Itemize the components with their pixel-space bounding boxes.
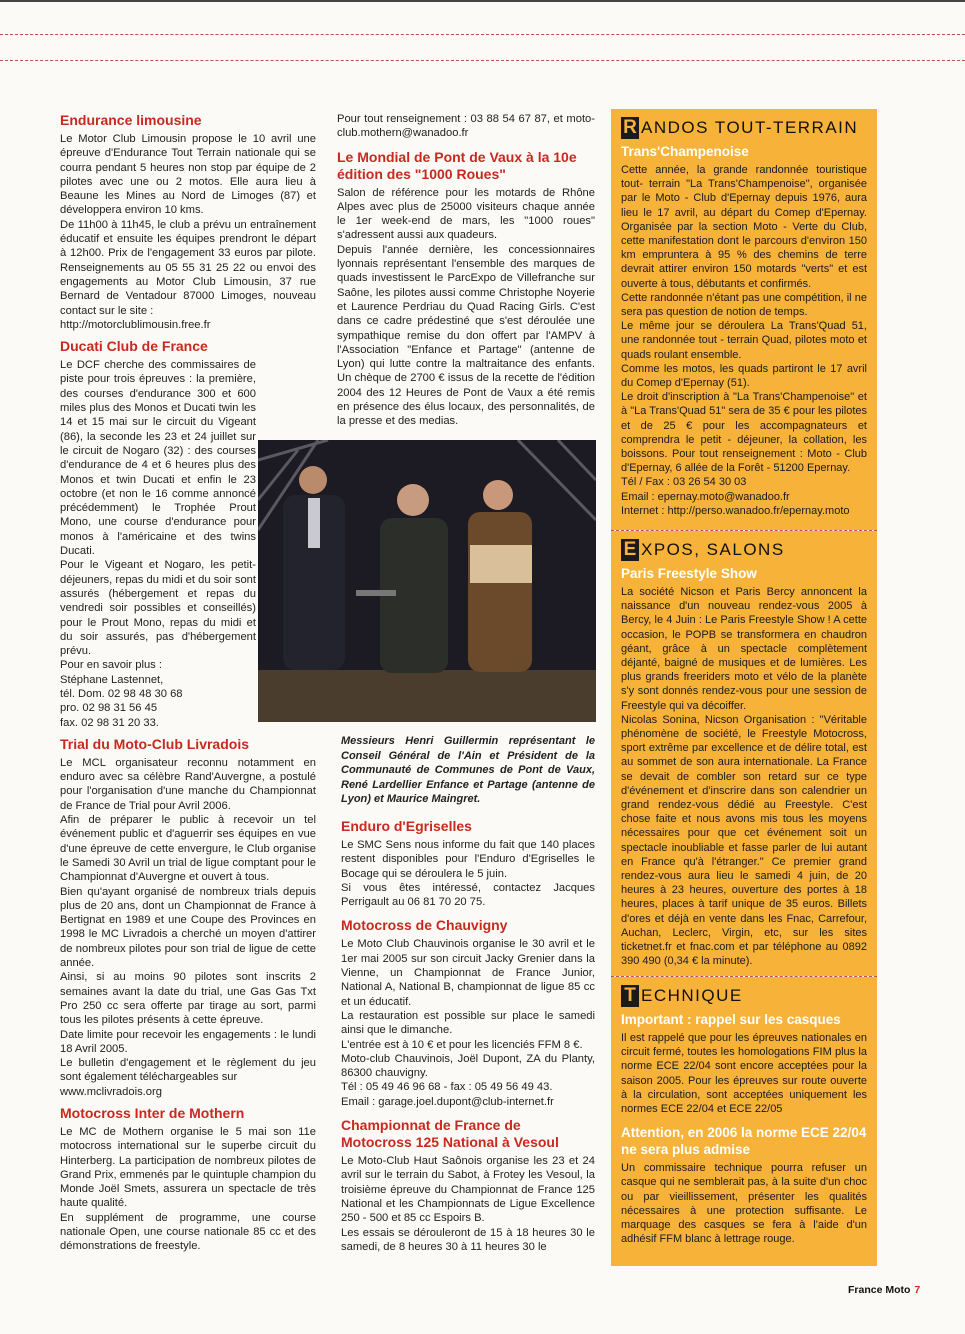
- section-title: ANDOS TOUT-TERRAIN: [641, 118, 859, 137]
- section-header-expos: [621, 539, 867, 561]
- article-text-ducati-club: Le DCF cherche des commissaires de piste pour trois épreuves : la première, des courses d'endurance 300 et 600 miles plus des Monos et Ducati twin les 14 et 15 mai sur le circuit du Vigeant (86), la seconde les 23 et 24 juillet sur le circuit de Nogaro (32) : des courses d'endurance de 4 et 6 heures plus des Monos et twin Ducati et enfin le 23 octobre (et non le 16 comme annoncé précédemment) le Trophée Prout Mono, une course d'endurance pour monos à l'américaine et des twins Ducati. Pour le Vigeant et Nogaro, les petit-déjeuners, repas du midi et du soir sont assurés (hébergement et repas du vendredi soir possibles et conseillés) pour le Prout Mono, repas du midi et du soir assurés, pas d'hébergement prévu. Pour en savoir plus : Stéphane Lastennet, tél. Dom. 02 98 48 30 68 pro. 02 98 31 56 45 fax. 02 98 31 20 33.: [60, 359, 256, 729]
- dashed-divider: [611, 976, 877, 977]
- dashed-divider: [611, 530, 877, 531]
- magazine-name: France Moto: [848, 1284, 911, 1296]
- article-text-endurance-limousine: Le Motor Club Limousin propose le 10 avril une épreuve d'Endurance Tout Terrain nationale qui se courra pendant 5 heures non stop par équipe de 2 pilotes avec une ou 2 motos. Elle aura lieu à Beaune les Mines au Nord de Limoges (87) et développera environ 10 kms. De 11h00 à 11h45, le club a prévu un entraînement éducatif et ensuite les équipes prendront le départ à 12h00. Prix de l'engagement 33 euros par pilote. Renseignements au 05 55 31 25 22 ou envoi des engagements au Motor Club Limousin, 37 rue Bernard de Ventadour 87000 Limoges, nouveau contact sur le site : http://motorclublimousin.free.fr: [60, 133, 316, 331]
- section-initial: T: [621, 985, 639, 1007]
- text-trans-champenoise: Cette année, la grande randonnée touristique tout- terrain "La Trans'Champenoise", organisée par le Moto - Club d'Epernay depuis 1976, aura lieu le 17 avril, au départ du Comep d'Epernay. Organisée par la section Moto - Verte du Club, cette manifestation dont le parcours d'environ 150 km empruntera à 95 % des chemins de terre devrait attirer environ 150 motards "verts" et est ouverte à tous, débutants et confirmés. Cette randonnée n'étant pas une compétition, il ne sera pas question de notion de temps. Le même jour se déroulera La Trans'Quad 51, une randonnée tout - terrain Quad, pilotes moto et quads roulant ensemble. Comme les motos, les quads partiront le 17 avril du Comep d'Epernay (51). Le droit d'inscription à "La Trans'Champenoise" et à "La Trans'Quad 51" sera de 35 € pour les pilotes et de 25 € pour les accompagnateurs et comprendra le petit - déjeuner, la collation, les boissons. Pour tout renseignement : Moto - Club d'Epernay, 6 allée de la Forêt - 51200 Epernay. Tél / Fax : 03 26 54 30 03 Email : epernay.moto@wanadoo.fr Internet : http://perso.wanadoo.fr/epernay.moto: [621, 164, 867, 517]
- article-text-motocross-chauvigny: Le Moto Club Chauvinois organise le 30 avril et le 1er mai 2005 sur son circuit Jacky Grenier dans la Vienne, un Championnat de France Junior, National A, National B, championnat de ligue 85 cc et un éducatif. La restauration est possible sur place le samedi ainsi que le dimanche. L'entrée est à 10 € et pour les licenciés FFM 8 €. Moto-club Chauvinois, Joël Dupont, ZA du Planty, 86300 chauvigny. Tél : 05 49 46 96 68 - fax : 05 49 56 49 43. Email : garage.joel.dupont@club-internet.fr: [341, 938, 595, 1108]
- article-text-motocross-mothern: Le MC de Mothern organise le 5 mai son 11e motocross international sur le superbe circuit du Hinterberg. La participation de nombreux pilotes de Grand Prix, emmenés par le quintuple champion du Monde Joël Smets, assurera un spectacle de très haute qualité. En supplément de programme, une course nationale Open, une course nationale 85 cc et des démonstrations de freestyle.: [60, 1126, 316, 1253]
- article-title-ducati-club: Ducati Club de France: [60, 338, 208, 355]
- article-title-endurance-limousine: Endurance limousine: [60, 112, 202, 128]
- subheading-trans-champenoise: Trans'Champenoise: [621, 144, 749, 159]
- text-norme-2006: Un commissaire technique pourra refuser un casque qui ne semblerait pas, à la suite d'un choc ou par vieillissement, présenter les qualités nécessaires à une protection suffisante. Le marquage des casques se fera à l'aide d'un adhésif FFM blanc à lettrage rouge.: [621, 1162, 867, 1246]
- article-title-motocross-chauvigny: Motocross de Chauvigny: [341, 917, 508, 934]
- page-number: 7: [914, 1284, 921, 1296]
- article-title-trial-livradois: Trial du Moto-Club Livradois: [60, 735, 249, 752]
- header-dashed-rule-2: [0, 60, 965, 61]
- subheading-paris-freestyle: Paris Freestyle Show: [621, 566, 757, 581]
- sidebar-box-randos: [611, 109, 877, 530]
- column-2-bottom: [341, 818, 595, 1254]
- top-rule: [0, 0, 965, 2]
- mothern-contact-text: Pour tout renseignement : 03 88 54 67 87, et moto-club.mothern@wanadoo.fr: [337, 113, 595, 140]
- article-text-enduro-egriselles: Le SMC Sens nous informe du fait que 140 places restent disponibles pour l'Enduro d'Egriselles le Bocage qui se déroulera le 5 juin. Si vous êtes intéressé, contactez Jacques Perrigault au 06 81 70 20 75.: [341, 839, 595, 909]
- article-text-mondial-pont-de-vaux: Salon de référence pour les motards de Rhône Alpes avec plus de 25000 visiteurs chaque année le 1er week-end de mars, les "1000 roues" s'adressent aussi aux quadeurs. Depuis l'année dernière, les concessionnaires lyonnais représentant l'ensemble des marques de quads investissent le ParcExpo de Villefranche sur Saône, les pilotes aussi comme Christophe Noyerie et Laurence Perdriau du Quad Racing Girls. C'est dans ce cadre prédestiné que s'est déroulée une sympathique remise du don offert par l'AMPV à l'Association "Enfance et Partage" (antenne de Lyon) qui lutte contre la maltraitance des enfants. Un chèque de 2700 € issus de la recette de l'édition 2004 des 12 Heures de Pont de Vaux a été remis en présence des élus locaux, des personnalités, de la presse et des medias.: [337, 186, 595, 428]
- article-text-trial-livradois: Le MCL organisateur reconnu notamment en enduro avec sa célèbre Rand'Auvergne, a postulé pour l'organisation d'une manche du Championnat de France de Trial pour Avril 2006. Afin de préparer le public à recevoir un tel événement public et d'aguerrir ses équipes en vue d'une épreuve de cette envergure, le Club organise le Samedi 30 Avril un trial de ligue comptant pour le Championnat d'Auvergne et ouvert à tous. Bien qu'ayant organisé de nombreux trials depuis plus de 20 ans, dont un Championnat de France à Bertignat en 1989 et une Coupe des Provinces en 1998 le MC Livradois a cherché un moyen d'attirer de nombreux pilotes pour son trial de ligue de cette année. Ainsi, si au moins 90 pilotes sont inscrits 2 semaines avant la date du trial, une Gas Gas Txt Pro 250 cc sera offerte par tirage au sort, parmi tous les pilotes présents à cette épreuve. Date limite pour recevoir les engagements : le lundi 18 Avril 2005. Le bulletin d'engagement et le règlement du jeu sont également téléchargeables sur www.mclivradois.org: [60, 756, 316, 1098]
- article-title-championnat-vesoul: Championnat de France de Motocross 125 National à Vesoul: [341, 1117, 559, 1151]
- section-header-randos: [621, 117, 867, 139]
- event-photo: [258, 440, 596, 722]
- section-title: ECHNIQUE: [641, 986, 743, 1005]
- sidebar-box-technique: [611, 977, 877, 1266]
- header-dashed-rule: [0, 34, 965, 35]
- text-paris-freestyle: La société Nicson et Paris Bercy annoncent la naissance d'un nouveau rendez-vous 2005 à Bercy, le 4 Juin : Le Paris Freestyle Show ! A cette occasion, le POPB se transformera en chaudron géant, grâce à un spectacle complètement déjanté, baigné de musiques et de lumières. Les plus grands freeriders moto et vélo de la planète s'y sont donnés rendez-vous pour une session de Freestyle qui va décoiffer. Nicolas Sonina, Nicson Organisation : "Véritable phénomène de société, le Freestyle Motocross, sport extrême par excellence et de délire total, est au sommet de son aura internationale. La France se devait de combler son retard sur ce type d'événement et d'inscrire dans son calendrier un grand rendez-vous dédié au Freestyle. C'est chose faite et nous avons mis tous les moyens nécessaires pour que cet événement soit un spectacle inoubliable et fasse parler de lui autant en France qu'à l'étranger." Ce premier grand rendez-vous aura lieu le samedi 4 juin, de 20 heures à 23 heures, ouverture des portes à 18 heures, places à tarif unique de 35 euros. Billets d'ores et déjà en vente dans les Fnac, Carrefour, Auchan, Leclerc, Virgin, etc, sur les sites ticketnet.fr et fnac.com et par téléphone au 0892 390 490 (0,34 € la minute).: [621, 586, 867, 968]
- section-initial: E: [621, 539, 639, 561]
- article-title-enduro-egriselles: Enduro d'Egriselles: [341, 818, 472, 834]
- sidebar-box-expos: [611, 531, 877, 976]
- article-text-championnat-vesoul: Le Moto-Club Haut Saônois organise les 23 et 24 avril sur le terrain du Sabot, à Frotey les Vesoul, la troisième épreuve du Championnat de France 125 National et les Championnats de Ligue Excellence 250 - 500 et 85 cc Espoirs B. Les essais se dérouleront de 15 à 18 heures 30 le samedi, de 8 heures 30 à 11 heures 30 le: [341, 1155, 595, 1253]
- column-2: [337, 112, 595, 429]
- text-rappel-casques: Il est rappelé que pour les épreuves nationales en circuit fermé, toutes les homologations FIM plus la norme ECE 22/04 sont encore acceptées pour la saison 2005. Pour les épreuves sur route ouverte à la circulation, sont acceptées uniquement les normes ECE 22/04 et ECE 22/05: [621, 1032, 867, 1116]
- section-title: XPOS, SALONS: [641, 540, 785, 559]
- section-header-technique: [621, 985, 867, 1007]
- section-initial: R: [621, 117, 639, 139]
- subheading-norme-2006: Attention, en 2006 la norme ECE 22/04 ne sera plus admise: [621, 1125, 867, 1158]
- article-title-motocross-mothern: Motocross Inter de Mothern: [60, 1105, 245, 1121]
- article-title-mondial-pont-de-vaux: Le Mondial de Pont de Vaux à la 10e édition des "1000 Roues": [337, 148, 577, 182]
- subheading-rappel-casques: Important : rappel sur les casques: [621, 1012, 841, 1027]
- photo-caption: Messieurs Henri Guillermin représentant le Conseil Général de l'Ain et Président de la Communauté de Communes de Pont de Vaux, René Lardellier Enfance et Partage (antenne de Lyon) et Maurice Maingret.: [341, 735, 595, 805]
- photo-illustration: [258, 440, 596, 722]
- page-footer: [848, 1284, 920, 1296]
